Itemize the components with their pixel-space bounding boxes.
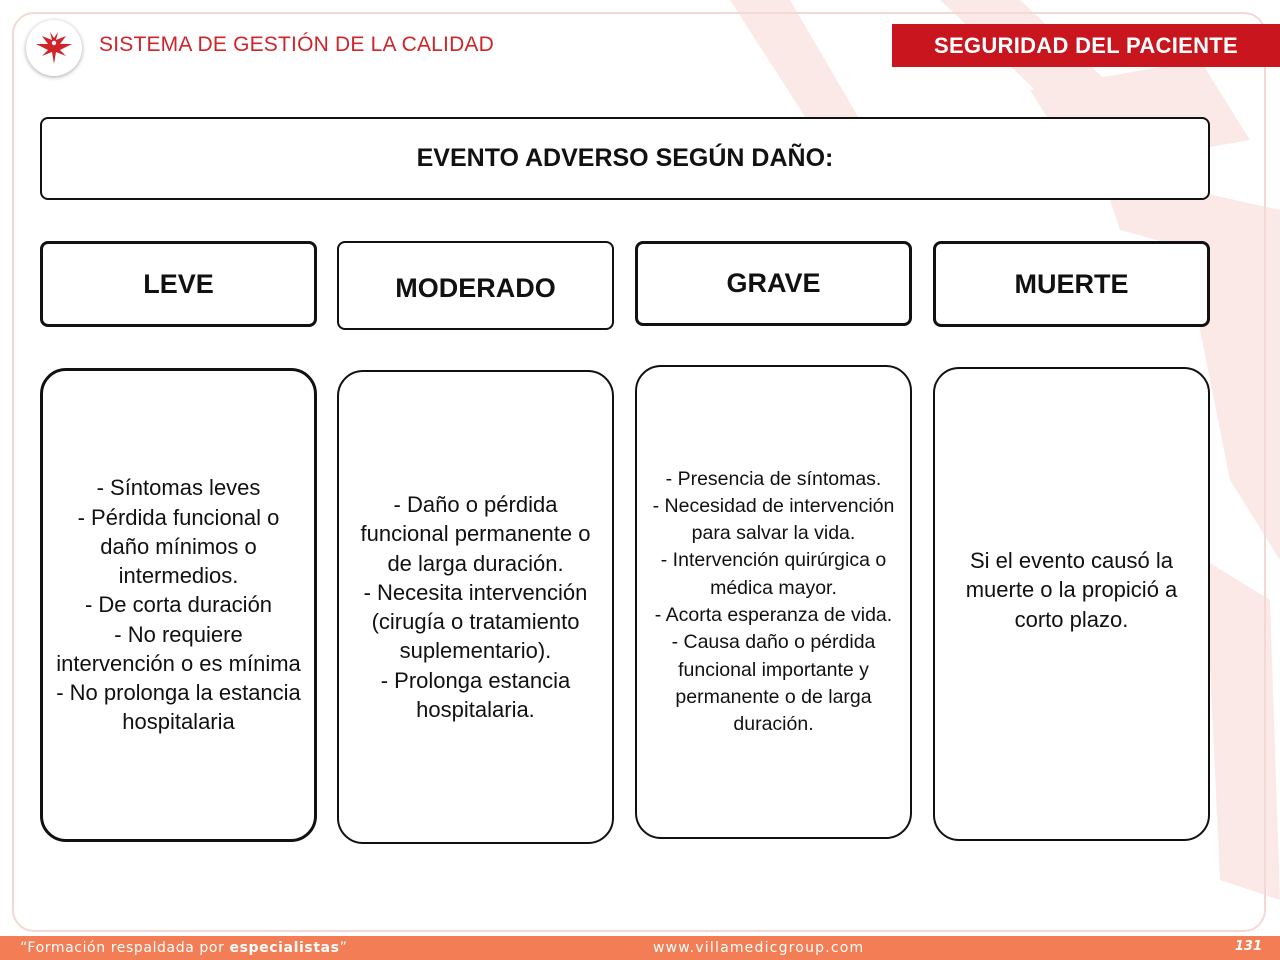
- description-line: - Daño o pérdida funcional permanente o de larga duración.: [360, 492, 591, 576]
- category-label: LEVE: [143, 268, 214, 299]
- description-line: Si el evento causó la muerte o la propició a corto plazo.: [965, 548, 1178, 632]
- description-list: [55, 473, 302, 736]
- description-line: - Acorta esperanza de vida.: [654, 604, 893, 626]
- slogan-prefix: “Formación respaldada por: [20, 940, 230, 956]
- category-header-leve: [40, 241, 317, 327]
- footer-slogan: [20, 940, 347, 956]
- description-list: [351, 490, 600, 724]
- description-line: - Prolonga estancia hospitalaria.: [380, 667, 571, 722]
- category-label: MODERADO: [395, 273, 556, 303]
- description-line: - De corta duración: [84, 592, 273, 618]
- footer-bar: [0, 936, 1280, 960]
- description-list: [947, 546, 1196, 634]
- eagle-logo-icon: [26, 20, 82, 76]
- page-number: 131: [1234, 939, 1262, 954]
- section-banner: [892, 24, 1280, 67]
- slogan-suffix: ”: [339, 940, 348, 956]
- description-line: - Presencia de síntomas.: [665, 467, 882, 490]
- description-list: [649, 466, 898, 739]
- system-title: SISTEMA DE GESTIÓN DE LA CALIDAD: [99, 33, 495, 56]
- footer-website-link[interactable]: www.villamedicgroup.com: [653, 940, 865, 956]
- description-line: - Intervención quirúrgica o médica mayor.: [660, 549, 887, 599]
- category-header-moderado: [337, 241, 614, 330]
- description-line: - Síntomas leves: [96, 475, 261, 501]
- category-label: GRAVE: [726, 268, 821, 298]
- description-line: - No requiere intervención o es mínima: [56, 621, 301, 676]
- description-line: - Necesidad de intervención para salvar la vida.: [652, 494, 895, 545]
- category-header-grave: [635, 241, 912, 326]
- description-line: - No prolonga la estancia hospitalaria: [56, 680, 301, 735]
- category-header-muerte: [933, 241, 1210, 327]
- description-box-muerte: [933, 367, 1210, 841]
- description-line: - Necesita intervención (cirugía o tratamiento suplementario).: [363, 579, 588, 664]
- section-banner-label: SEGURIDAD DEL PACIENTE: [933, 32, 1239, 58]
- description-box-leve: [40, 368, 317, 842]
- main-title: [40, 117, 1210, 200]
- category-label: MUERTE: [1014, 268, 1129, 299]
- description-line: - Pérdida funcional o daño mínimos o intermedios.: [77, 504, 280, 589]
- description-line: - Causa daño o pérdida funcional importante y permanente o de larga duración.: [671, 631, 876, 736]
- description-box-moderado: [337, 370, 614, 844]
- main-title-text: EVENTO ADVERSO SEGÚN DAÑO:: [416, 144, 834, 172]
- description-box-grave: [635, 365, 912, 839]
- slogan-bold: especialistas: [229, 940, 340, 956]
